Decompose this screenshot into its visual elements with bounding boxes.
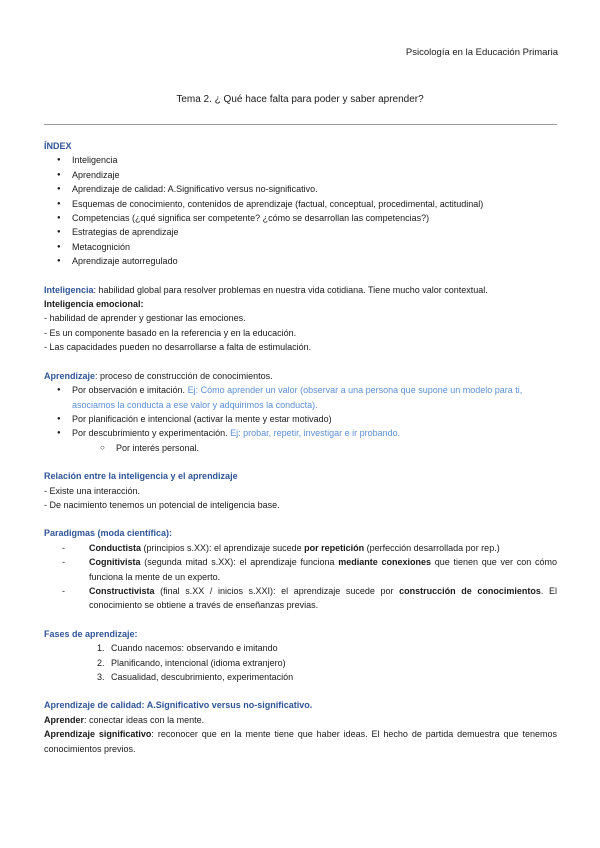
aprendizaje-term: Aprendizaje	[44, 370, 96, 381]
inteligencia-term: Inteligencia	[44, 284, 94, 295]
paradigma-item	[89, 555, 557, 584]
calidad-term: Aprender	[44, 714, 85, 725]
aprendizaje-example: Ej: Cómo aprender un valor (observar a una persona que supone un modelo para ti, asociamos la conducta a ese valor y adquirimos la conducta).	[72, 385, 523, 410]
emotional-heading: Inteligencia emocional:	[44, 299, 144, 310]
emotional-line: - Las capacidades pueden no desarrollarse a falta de estimulación.	[44, 342, 312, 353]
aprendizaje-item	[72, 383, 557, 412]
calidad-line	[44, 727, 557, 756]
paradigma-text: . El conocimiento se obtiene a través de enseñanzas previas.	[89, 585, 557, 611]
paradigma-item	[89, 584, 557, 613]
paradigmas-heading: Paradigmas (moda científica):	[44, 528, 173, 539]
paradigma-item	[89, 541, 557, 555]
fases-list	[44, 641, 557, 684]
paradigma-text: (perfección desarrollada por rep.)	[364, 542, 500, 553]
paradigma-text: (principios s.XX): el aprendizaje sucede	[141, 542, 305, 553]
index-heading: ÍNDEX	[44, 141, 72, 151]
index-item: ● Competencias (¿qué significa ser competente? ¿cómo se desarrollan las competencias?)	[72, 211, 557, 225]
index-item: ● Metacognición	[72, 240, 557, 254]
aprendizaje-definition	[44, 369, 557, 383]
calidad-term: Aprendizaje significativo	[44, 729, 152, 740]
title-divider	[44, 124, 557, 125]
fases-heading: Fases de aprendizaje:	[44, 628, 138, 639]
aprendizaje-sublist	[44, 441, 557, 455]
paradigma-name: Conductista	[89, 542, 142, 553]
aprendizaje-text: : proceso de construcción de conocimientos.	[95, 370, 273, 381]
aprendizaje-item-text: Por observación e imitación.	[72, 385, 188, 396]
calidad-heading: Aprendizaje de calidad: A.Significativo versus no-significativo.	[44, 700, 313, 711]
index-item: ● Esquemas de conocimiento, contenidos de aprendizaje (factual, conceptual, procedimental, actitudinal)	[72, 197, 557, 211]
paradigma-key: construcción de conocimientos	[399, 585, 541, 596]
index-item: ● Inteligencia	[72, 153, 557, 167]
course-header: Psicología en la Educación Primaria	[405, 47, 558, 58]
calidad-text: : conectar ideas con la mente.	[84, 714, 205, 725]
fase-item: 3. Casualidad, descubrimiento, experimentación	[107, 670, 557, 684]
paradigma-name: Cognitivista	[89, 557, 141, 568]
document-body	[44, 139, 557, 756]
index-item: ● Aprendizaje de calidad: A.Significativo versus no-significativo.	[72, 182, 557, 196]
calidad-text: : reconocer que en la mente tiene que haber ideas. El hecho de partida demuestra que tenemos conocimientos previos.	[44, 729, 557, 754]
relacion-line: - Existe una interacción.	[44, 485, 141, 496]
paradigma-name: Constructivista	[89, 585, 155, 596]
document-title: Tema 2. ¿ Qué hace falta para poder y saber aprender?	[176, 94, 424, 105]
aprendizaje-item-text: Por descubrimiento y experimentación.	[72, 428, 231, 439]
aprendizaje-item: ● Por planificación e intencional (activar la mente y estar motivado)	[72, 412, 557, 426]
aprendizaje-item	[72, 426, 557, 440]
index-item: ● Aprendizaje	[72, 168, 557, 182]
index-list	[44, 153, 557, 268]
aprendizaje-example: Ej: probar, repetir, investigar e ir probando.	[230, 428, 401, 439]
relacion-line: - De nacimiento tenemos un potencial de inteligencia base.	[44, 499, 280, 510]
index-item: ● Aprendizaje autorregulado	[72, 254, 557, 268]
paradigma-text: (final s.XX / inicios s.XXI): el aprendizaje sucede por	[154, 585, 400, 596]
paradigmas-list	[44, 541, 557, 613]
index-item: ● Estrategias de aprendizaje	[72, 225, 557, 239]
inteligencia-definition	[44, 283, 557, 297]
fase-item: 2. Planificando, intencional (idioma extranjero)	[107, 656, 557, 670]
aprendizaje-list	[44, 383, 557, 441]
emotional-line: - Es un componente basado en la referencia y en la educación.	[44, 327, 297, 338]
inteligencia-text: : habilidad global para resolver problemas en nuestra vida cotidiana. Tiene mucho valor contextual.	[93, 284, 488, 295]
emotional-line: - habilidad de aprender y gestionar las emociones.	[44, 313, 246, 324]
relacion-heading: Relación entre la inteligencia y el aprendizaje	[44, 471, 238, 482]
calidad-line	[44, 713, 557, 727]
paradigma-key: por repetición	[304, 542, 365, 553]
aprendizaje-subitem: ○ Por interés personal.	[116, 441, 557, 455]
fase-item: 1. Cuando nacemos: observando e imitando	[107, 641, 557, 655]
paradigma-text: (segunda mitad s.XX): el aprendizaje funciona	[140, 557, 339, 568]
paradigma-text: que tienen que ver con cómo funciona la mente de un experto.	[89, 557, 558, 582]
paradigma-key: mediante conexiones	[338, 557, 432, 568]
